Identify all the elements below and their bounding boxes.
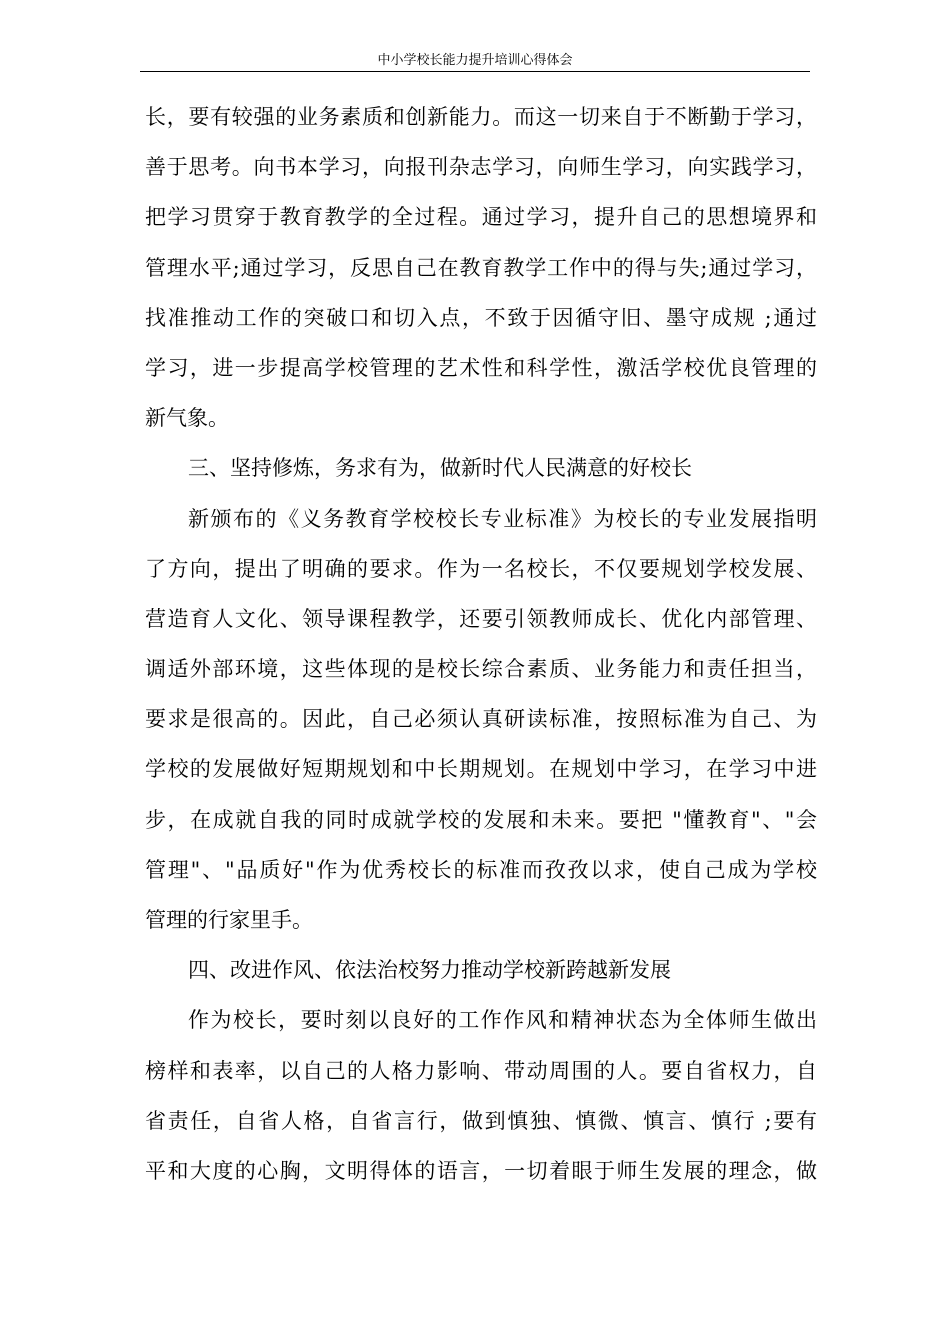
document-body — [145, 92, 817, 1196]
text-line: 作为校长，要时刻以良好的工作作风和精神状态为全体师生做出 — [188, 1008, 817, 1033]
text-line: 榜样和表率，以自己的人格力影响、带动周围的人。要自省权力，自 — [145, 1058, 817, 1083]
text-line: 要求是很高的。因此，自己必须认真研读标准，按照标准为自己、为 — [145, 707, 817, 732]
text-line: 步，在成就自我的同时成就学校的发展和未来。要把 "懂教育"、"会 — [145, 807, 817, 832]
text-line: 省责任，自省人格，自省言行，做到慎独、慎微、慎言、慎行 ;要有 — [145, 1108, 817, 1133]
text-line: 善于思考。向书本学习，向报刊杂志学习，向师生学习，向实践学习， — [145, 155, 817, 180]
text-line: 学校的发展做好短期规划和中长期规划。在规划中学习，在学习中进 — [145, 757, 817, 782]
text-line: 管理的行家里手。 — [145, 908, 313, 932]
section-heading: 四、改进作风、依法治校努力推动学校新跨越新发展 — [188, 958, 671, 983]
text-line: 调适外部环境，这些体现的是校长综合素质、业务能力和责任担当， — [145, 657, 817, 682]
text-line: 营造育人文化、领导课程教学，还要引领教师成长、优化内部管理、 — [145, 606, 817, 631]
section-heading: 三、坚持修炼，务求有为，做新时代人民满意的好校长 — [188, 456, 692, 481]
text-line: 新颁布的《义务教育学校校长专业标准》为校长的专业发展指明 — [188, 506, 817, 531]
page-header-title: 中小学校长能力提升培训心得体会 — [377, 53, 573, 68]
text-line: 学习，进一步提高学校管理的艺术性和科学性，激活学校优良管理的 — [145, 355, 817, 380]
text-line: 管理"、"品质好"作为优秀校长的标准而孜孜以求，使自己成为学校 — [145, 857, 817, 882]
text-line: 把学习贯穿于教育教学的全过程。通过学习，提升自己的思想境界和 — [145, 205, 817, 230]
text-line: 新气象。 — [145, 406, 229, 431]
text-line: 找准推动工作的突破口和切入点，不致于因循守旧、墨守成规 ;通过 — [145, 305, 817, 330]
text-line: 了方向，提出了明确的要求。作为一名校长，不仅要规划学校发展、 — [145, 556, 817, 581]
text-line: 管理水平;通过学习，反思自己在教育教学工作中的得与失;通过学习， — [145, 255, 817, 280]
text-line: 长，要有较强的业务素质和创新能力。而这一切来自于不断勤于学习， — [145, 105, 817, 129]
header-divider — [140, 71, 810, 72]
text-line: 平和大度的心胸，文明得体的语言，一切着眼于师生发展的理念，做 — [145, 1158, 817, 1183]
